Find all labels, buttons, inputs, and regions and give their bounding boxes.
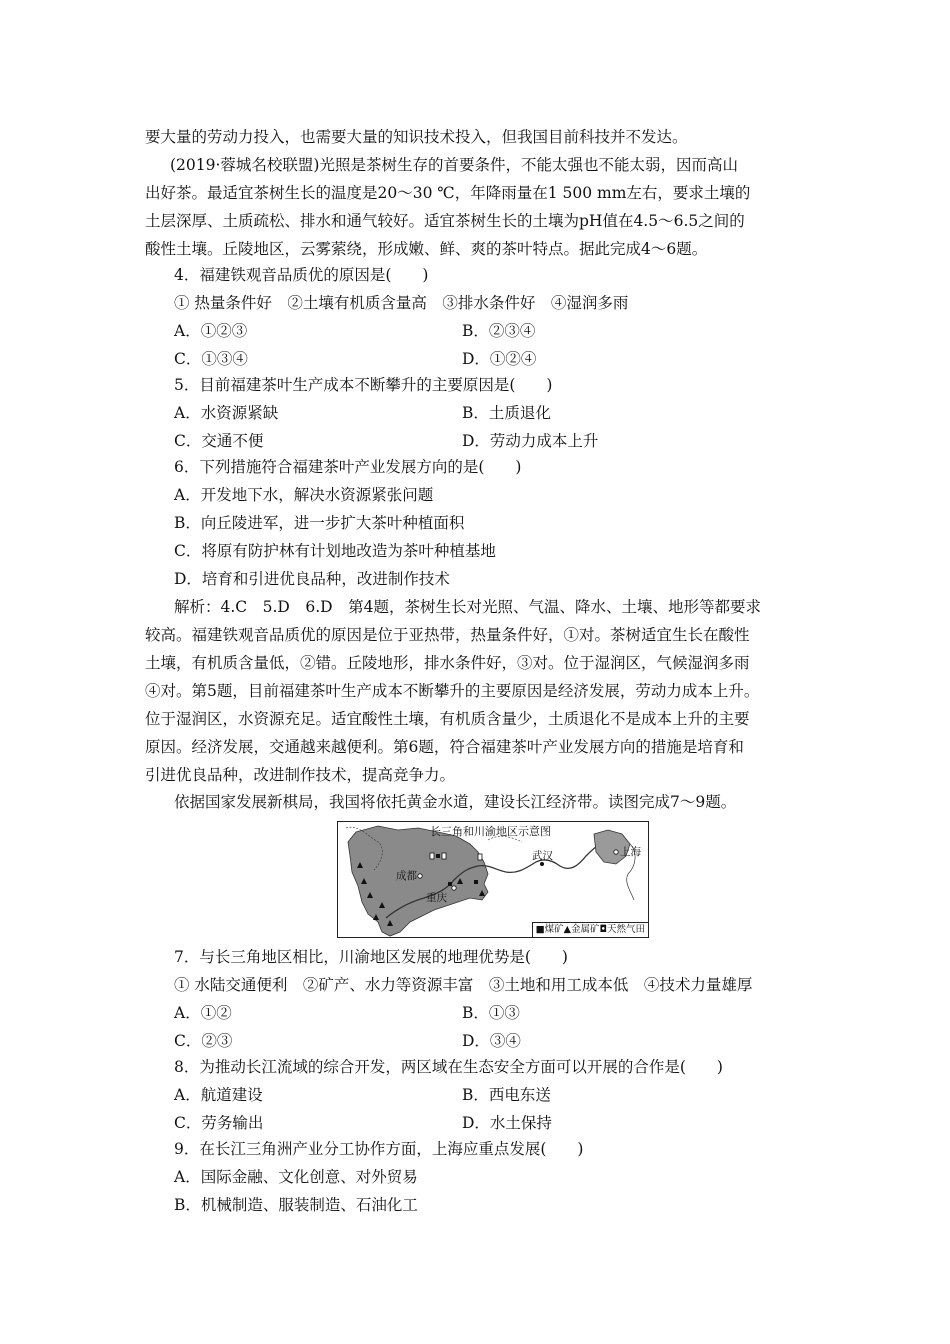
gas-field-marker — [478, 854, 482, 860]
analysis-line: 解析：4.C 5.D 6.D 第4题，茶树生长对光照、气温、降水、土壤、地形等都要求 — [174, 598, 761, 616]
q6-option-a: A．开发地下水，解决水资源紧张问题 — [174, 486, 434, 504]
analysis-line: 原因。经济发展，交通越来越便利。第6题，符合福建茶叶产业发展方向的措施是培育和 — [145, 738, 744, 756]
text-line: 土层深厚、土质疏松、排水和通气较好。适宜茶树生长的土壤为pH值在4.5～6.5之间的 — [145, 212, 745, 230]
question-7-items: ① 水陆交通便利 ②矿产、水力等资源丰富 ③土地和用工成本低 ④技术力量雄厚 — [174, 976, 753, 994]
analysis-line: 较高。福建铁观音品质优的原因是位于亚热带，热量条件好，①对。茶树适宜生长在酸性 — [145, 626, 750, 644]
q6-option-d: D．培育和引进优良品种，改进制作技术 — [174, 570, 450, 588]
q8-option-c: C．劳务输出 — [174, 1114, 264, 1132]
q6-option-b: B．向丘陵进军，进一步扩大茶叶种植面积 — [174, 514, 465, 532]
map-drawing — [338, 822, 649, 938]
gas-field-marker — [442, 853, 446, 859]
q5-option-b: B．土质退化 — [462, 404, 551, 422]
intro-7-9: 依据国家发展新棋局，我国将依托黄金水道，建设长江经济带。读图完成7～9题。 — [174, 793, 737, 811]
q6-option-c: C．将原有防护林有计划地改造为茶叶种植基地 — [174, 542, 496, 560]
shanghai-marker — [614, 850, 618, 854]
analysis-line: 土壤，有机质含量低，②错。丘陵地形，排水条件好，③对。位于湿润区，气候湿润多雨 — [145, 654, 750, 672]
q8-option-a: A．航道建设 — [174, 1086, 263, 1104]
wuhan-marker — [540, 862, 544, 866]
text-line: 要大量的劳动力投入，也需要大量的知识技术投入，但我国目前科技并不发达。 — [145, 128, 688, 146]
q4-option-d: D．①②④ — [462, 350, 537, 368]
question-9: 9．在长江三角洲产业分工协作方面，上海应重点发展( ) — [174, 1140, 584, 1158]
q5-option-a: A．水资源紧缺 — [174, 404, 279, 422]
question-8: 8．为推动长江流域的综合开发，两区域在生态安全方面可以开展的合作是( ) — [174, 1058, 723, 1076]
q7-option-b: B．①③ — [462, 1004, 520, 1022]
map-title: 长三角和川渝地区示意图 — [430, 825, 551, 838]
q7-option-a: A．①② — [174, 1004, 232, 1022]
sichuan-chongqing-region — [348, 826, 488, 936]
chengdu-marker — [418, 874, 422, 878]
question-4: 4．福建铁观音品质优的原因是( ) — [174, 266, 429, 284]
coal-mine-marker — [448, 882, 452, 886]
question-6: 6．下列措施符合福建茶叶产业发展方向的是( ) — [174, 458, 522, 476]
analysis-line: ④对。第5题，目前福建茶叶生产成本不断攀升的主要原因是经济发展，劳动力成本上升。 — [145, 682, 760, 700]
q4-option-c: C．①③④ — [174, 350, 248, 368]
text-line: (2019·蓉城名校联盟)光照是茶树生存的首要条件，不能太强也不能太弱，因而高山 — [170, 156, 738, 174]
chongqing-marker — [452, 886, 456, 890]
gas-field-marker — [430, 853, 434, 859]
label-chongqing: 重庆 — [426, 892, 447, 904]
analysis-line: 引进优良品种，改进制作技术，提高竞争力。 — [145, 766, 456, 784]
q8-option-b: B．西电东送 — [462, 1086, 551, 1104]
q5-option-d: D．劳动力成本上升 — [462, 432, 599, 450]
q4-option-a: A．①②③ — [174, 322, 248, 340]
question-7: 7．与长三角地区相比，川渝地区发展的地理优势是( ) — [174, 948, 568, 966]
coal-mine-marker — [474, 880, 478, 884]
coal-mine-marker — [436, 854, 440, 858]
q4-option-b: B．②③④ — [462, 322, 536, 340]
q8-option-d: D．水土保持 — [462, 1114, 552, 1132]
q9-option-a: A．国际金融、文化创意、对外贸易 — [174, 1168, 418, 1186]
label-shanghai: 上海 — [620, 846, 641, 858]
text-line: 酸性土壤。丘陵地区，云雾萦绕，形成嫩、鲜、爽的茶叶特点。据此完成4～6题。 — [145, 240, 708, 258]
q7-option-d: D．③④ — [462, 1032, 521, 1050]
question-5: 5．目前福建茶叶生产成本不断攀升的主要原因是( ) — [174, 376, 553, 394]
label-wuhan: 武汉 — [532, 850, 553, 862]
question-4-items: ① 热量条件好 ②土壤有机质含量高 ③排水条件好 ④湿润多雨 — [174, 294, 629, 312]
q5-option-c: C．交通不便 — [174, 432, 264, 450]
analysis-line: 位于湿润区，水资源充足。适宜酸性土壤，有机质含量少，土质退化不是成本上升的主要 — [145, 710, 750, 728]
label-chengdu: 成都 — [396, 870, 417, 882]
text-line: 出好茶。最适宜茶树生长的温度是20～30 ℃，年降雨量在1 500 mm左右，要求土壤的 — [145, 184, 751, 202]
map-legend: ■煤矿▲金属矿◘天然气田 — [532, 922, 648, 937]
q9-option-b: B．机械制造、服装制造、石油化工 — [174, 1196, 418, 1214]
yangtze-map-figure — [337, 821, 649, 938]
q7-option-c: C．②③ — [174, 1032, 233, 1050]
